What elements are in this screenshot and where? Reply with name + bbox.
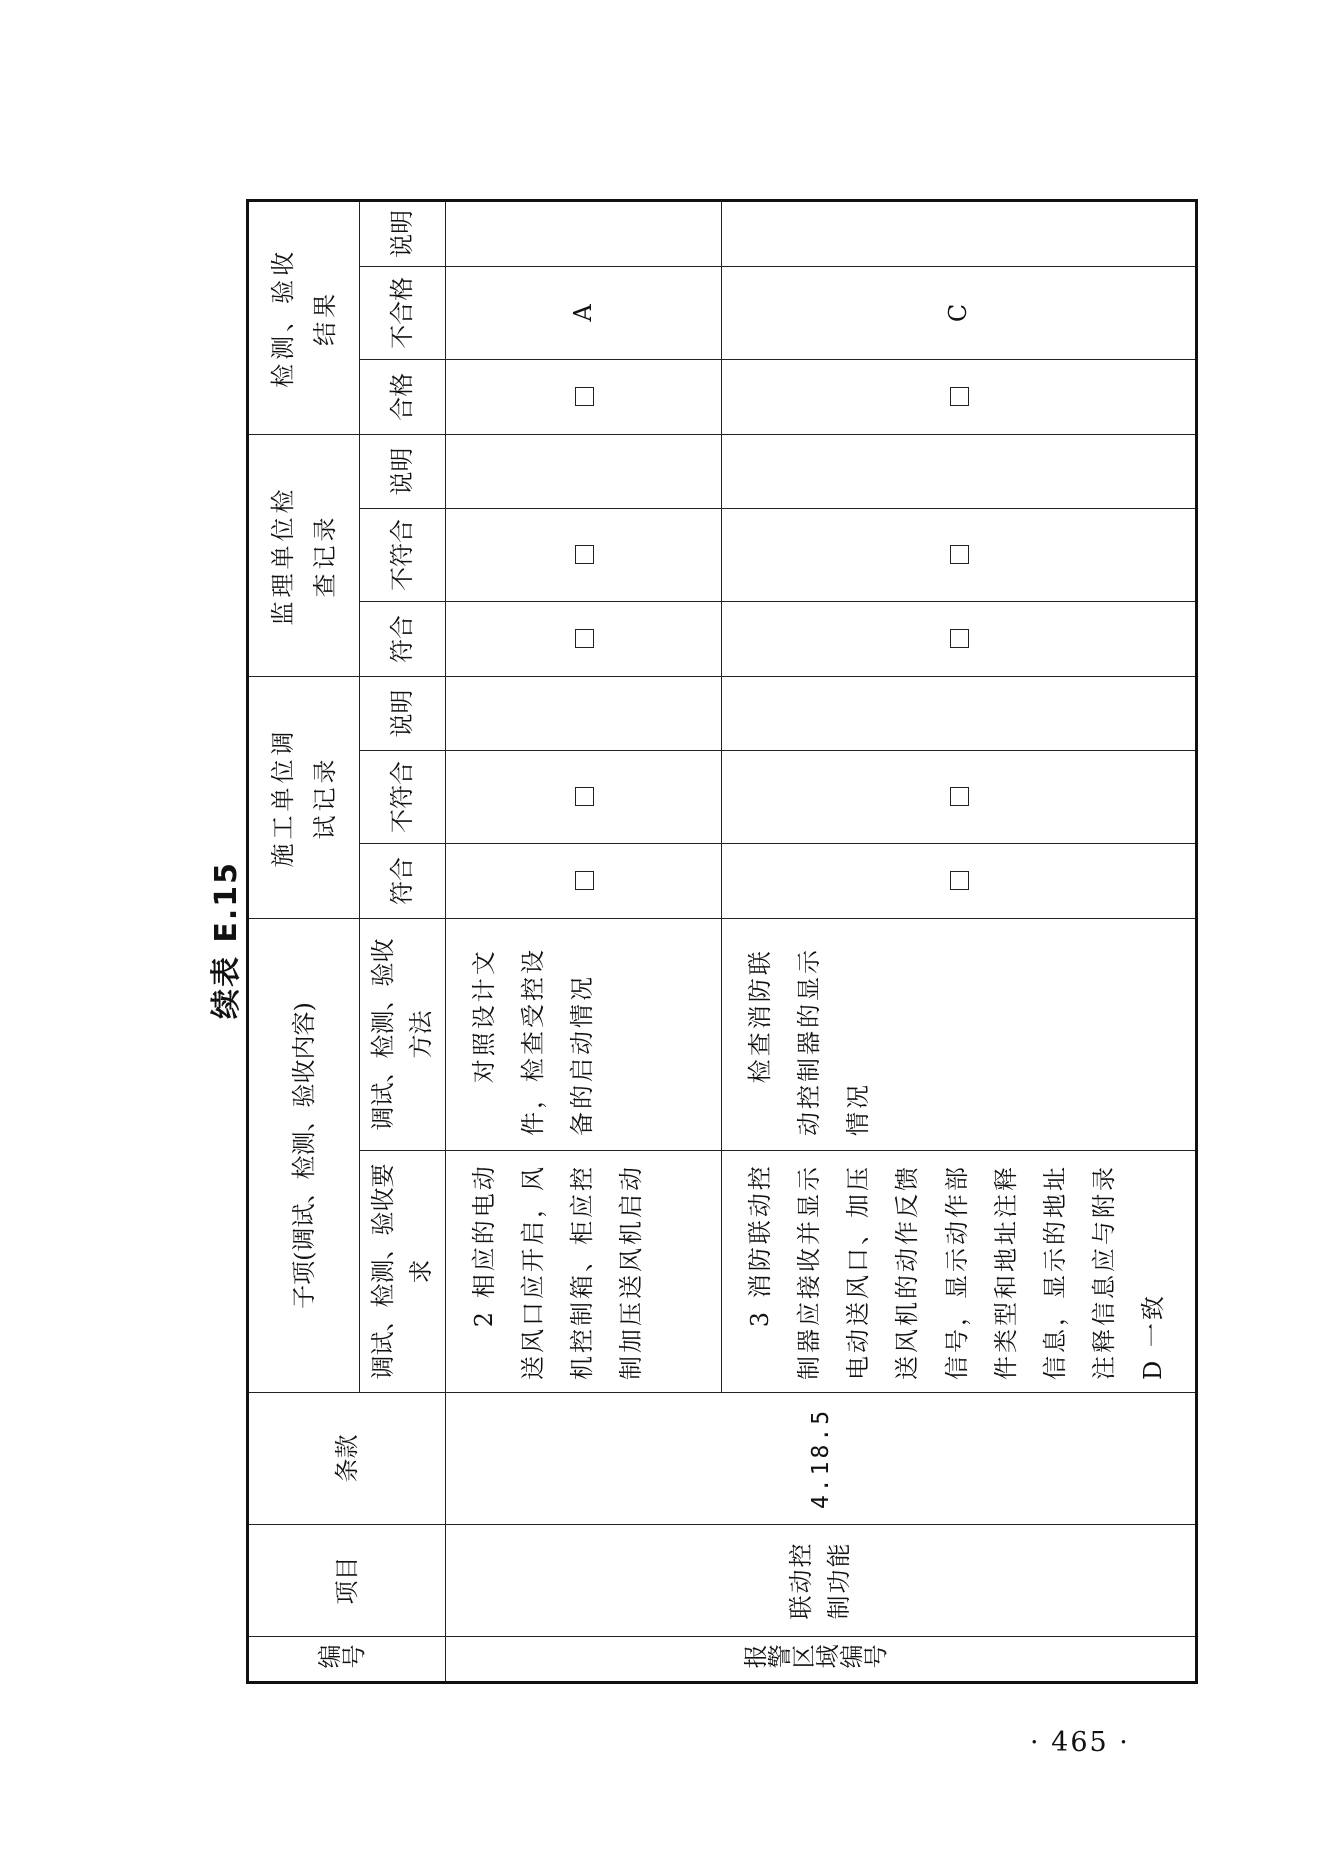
header-supervision-nonconform: 不符合 (360, 508, 446, 601)
table-row (445, 200, 721, 1682)
checkbox[interactable] (950, 629, 969, 648)
header-construction-conform: 符合 (360, 843, 446, 918)
header-clause: 条款 (248, 1393, 446, 1525)
header-number-text: 编号 (317, 1644, 366, 1673)
header-result-text: 检测、验收结果 (269, 247, 339, 388)
rotated-table-container (246, 202, 1168, 1684)
method-cell (445, 918, 721, 1150)
requirement-text: 2 相应的电动送风口应开启，风机控制箱、柜应控制加压送风机启动 (469, 1163, 646, 1380)
result-remark-cell[interactable] (445, 200, 721, 266)
header-result-remark: 说明 (360, 200, 446, 266)
header-subitem: 子项(调试、检测、验收内容) (248, 918, 360, 1392)
header-requirement: 调试、检测、验收要求 (360, 1151, 446, 1393)
header-number (248, 1637, 446, 1683)
checkbox[interactable] (950, 387, 969, 406)
method-text: 检查消防联动控制器的显示情况 (745, 947, 873, 1136)
checkbox[interactable] (950, 871, 969, 890)
method-text: 对照设计文件，检查受控设备的启动情况 (469, 947, 597, 1136)
result-unqualified-cell (445, 266, 721, 359)
checkbox[interactable] (575, 629, 594, 648)
caption-text: 续表 E.15 (209, 860, 244, 1020)
page-number: · 465 · (1030, 1727, 1130, 1758)
supervision-conform-cell[interactable] (445, 601, 721, 676)
construction-remark-cell[interactable] (721, 676, 1196, 750)
checkbox[interactable] (575, 387, 594, 406)
header-result-group (248, 200, 360, 434)
checkbox[interactable] (575, 787, 594, 806)
unqualified-grade: A (569, 304, 598, 322)
construction-nonconform-cell[interactable] (445, 750, 721, 843)
result-unqualified-cell (721, 266, 1196, 359)
construction-remark-cell[interactable] (445, 676, 721, 750)
alarm-zone-number-text: 报警区域编号 (742, 1644, 887, 1673)
header-method: 调试、检测、验收方法 (360, 918, 446, 1150)
header-supervision-text: 监理单位检查记录 (269, 485, 339, 626)
checkbox[interactable] (950, 545, 969, 564)
header-result-unqualified: 不合格 (360, 266, 446, 359)
construction-nonconform-cell[interactable] (721, 750, 1196, 843)
result-qualified-cell[interactable] (445, 359, 721, 434)
header-construction-remark: 说明 (360, 676, 446, 750)
requirement-cell (721, 1151, 1196, 1393)
supervision-nonconform-cell[interactable] (445, 508, 721, 601)
header-result-qualified: 合格 (360, 359, 446, 434)
unqualified-grade: C (944, 303, 973, 323)
header-construction-nonconform: 不符合 (360, 750, 446, 843)
header-construction-text: 施工单位调试记录 (269, 727, 339, 868)
result-qualified-cell[interactable] (721, 359, 1196, 434)
header-construction-group (248, 676, 360, 918)
header-supervision-group (248, 434, 360, 676)
supervision-nonconform-cell[interactable] (721, 508, 1196, 601)
header-row-1 (248, 200, 334, 1682)
construction-conform-cell[interactable] (445, 843, 721, 918)
checkbox[interactable] (575, 871, 594, 890)
method-cell (721, 918, 1196, 1150)
item-text: 联动控制功能 (786, 1541, 854, 1620)
alarm-zone-number-cell (445, 1637, 1196, 1683)
construction-conform-cell[interactable] (721, 843, 1196, 918)
header-supervision-conform: 符合 (360, 601, 446, 676)
header-item: 项目 (248, 1525, 446, 1637)
supervision-conform-cell[interactable] (721, 601, 1196, 676)
requirement-text: 3 消防联动控制器应接收并显示电动送风口、加压送风机的动作反馈信号，显示动作部件类型和地址注释信息，显示的地址注释信息应与附录 D 一致 (745, 1163, 1168, 1380)
requirement-cell (445, 1151, 721, 1393)
supervision-remark-cell[interactable] (445, 434, 721, 508)
result-remark-cell[interactable] (721, 200, 1196, 266)
inspection-table (246, 199, 1198, 1684)
supervision-remark-cell[interactable] (721, 434, 1196, 508)
clause-text: 4.18.5 (807, 1407, 834, 1510)
item-cell (445, 1525, 1196, 1637)
checkbox[interactable] (575, 545, 594, 564)
checkbox[interactable] (950, 787, 969, 806)
header-supervision-remark: 说明 (360, 434, 446, 508)
clause-cell (445, 1393, 1196, 1525)
